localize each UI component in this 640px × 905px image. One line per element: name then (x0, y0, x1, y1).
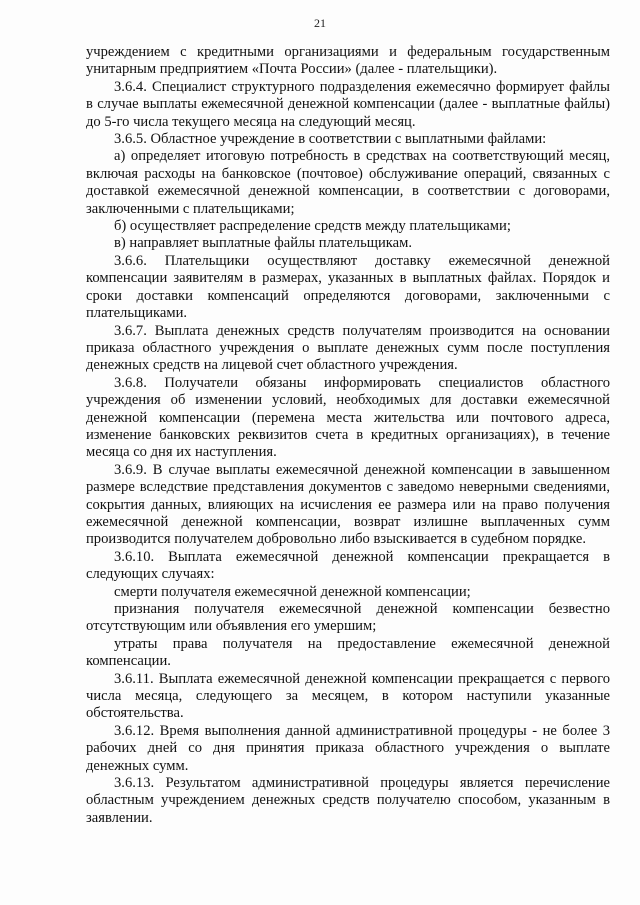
paragraph-case-death: смерти получателя ежемесячной денежной компенсации; (114, 583, 471, 600)
paragraph-3-6-5-b: б) осуществляет распределение средств между плательщиками; (114, 218, 511, 235)
paragraph-3-6-9: 3.6.9. В случае выплаты ежемесячной денежной компенсации в завышенном размере вследствие представления документов с заведомо неверными сведениями, сокрытия данных, влияющих на исчисления ее размера или на право получения ежемесячной денежной компенсации, возврат излишне выплаченных сумм производится получателем добровольно либо взыскивается в судебном порядке. (86, 461, 610, 548)
paragraph-3-6-6: 3.6.6. Плательщики осуществляют доставку ежемесячной денежной компенсации заявителям в размерах, указанных в выплатных файлах. Порядок и сроки доставки компенсаций определяются договорами, заключенными с плательщиками. (86, 252, 610, 322)
paragraph-3-6-4: 3.6.4. Специалист структурного подразделения ежемесячно формирует файлы в случае выплаты ежемесячной денежной компенсации (далее - выплатные файлы) до 5-го числа текущего месяца на следующий месяц. (86, 78, 610, 130)
paragraph-case-missing: признания получателя ежемесячной денежной компенсации безвестно отсутствующим или объявления его умершим; (86, 601, 610, 635)
paragraph-3-6-5-a: а) определяет итоговую потребность в средствах на соответствующий месяц, включая расходы на банковское (почтовое) обслуживание операций, связанных с доставкой ежемесячной денежной компенсации, в соответствии с договорами, заключенными с плательщиками; (86, 148, 610, 217)
paragraph-3-6-5: 3.6.5. Областное учреждение в соответствии с выплатными файлами: (114, 131, 547, 148)
paragraph-3-6-13: 3.6.13. Результатом административной процедуры является перечисление областным учреждением денежных средств получателю способом, указанным в заявлении. (86, 775, 610, 826)
paragraph-3-6-7: 3.6.7. Выплата денежных средств получателям производится на основании приказа областного учреждения о выплате денежных сумм после поступления денежных средств на лицевой счет областного учреждения. (86, 322, 610, 374)
page-number: 21 (314, 16, 326, 30)
paragraph-3-6-8: 3.6.8. Получатели обязаны информировать специалистов областного учреждения об изменении условий, необходимых для доставки ежемесячной денежной компенсации (перемена места жительства или почтового адреса, изменение банковских реквизитов счета в кредитных организациях), в течение месяца со дня их наступления. (86, 374, 610, 461)
paragraph-3-6-11: 3.6.11. Выплата ежемесячной денежной компенсации прекращается с первого числа месяца, следующего за месяцем, в котором наступили указанные обстоятельства. (86, 670, 610, 722)
paragraph-3-6-5-v: в) направляет выплатные файлы плательщикам. (114, 235, 413, 252)
paragraph-case-loss-of-right: утраты права получателя на предоставление ежемесячной денежной компенсации. (86, 635, 610, 670)
paragraph-continuation: учреждением с кредитными организациями и федеральным государственным унитарным предприятием «Почта России» (далее - плательщики). (86, 44, 610, 78)
paragraph-3-6-12: 3.6.12. Время выполнения данной административной процедуры - не более 3 рабочих дней со дня принятия приказа областного учреждения о выплате денежных сумм. (86, 722, 610, 774)
document-body (86, 44, 610, 827)
paragraph-3-6-10: 3.6.10. Выплата ежемесячной денежной компенсации прекращается в следующих случаях: (86, 548, 610, 583)
